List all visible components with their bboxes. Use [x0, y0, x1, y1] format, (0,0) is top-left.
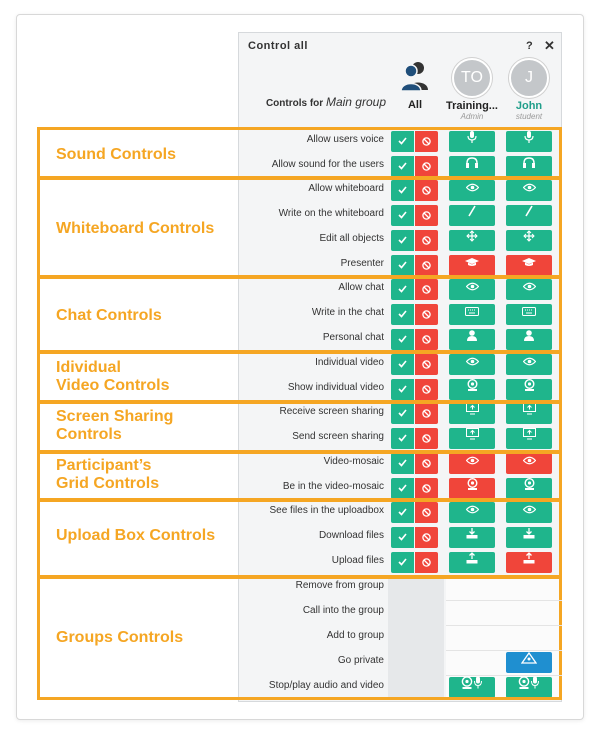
control-row-label: Go private [337, 655, 384, 666]
avatar: TO [452, 58, 492, 98]
control-row-label: Allow users voice [306, 134, 384, 145]
row-separator [446, 600, 562, 601]
control-row-label: Presenter [340, 258, 384, 269]
controls-for-prefix: Controls for [265, 98, 326, 109]
control-row-label: Add to group [326, 630, 384, 641]
group-label-groups: Groups Controls [56, 629, 184, 646]
group-label-line: Controls [56, 426, 122, 443]
group-label-grid [56, 457, 159, 493]
control-row-label: Personal chat [322, 332, 384, 343]
control-row-label: See files in the uploadbox [269, 505, 384, 516]
avatar: J [509, 58, 549, 98]
close-button[interactable]: ✕ [544, 38, 555, 53]
control-row-label: Allow chat [338, 282, 384, 293]
group-label-whiteboard: Whiteboard Controls [56, 220, 215, 237]
all-users-header[interactable] [393, 60, 437, 111]
row-separator [446, 650, 562, 651]
group-label-upload: Upload Box Controls [56, 527, 216, 544]
control-row-label: Allow sound for the users [271, 159, 384, 170]
panel-title: Control all [248, 40, 308, 52]
group-label-video [56, 359, 170, 395]
control-row-label: Receive screen sharing [279, 406, 384, 417]
control-row-label: Send screen sharing [292, 431, 384, 442]
control-row-label: Upload files [331, 555, 384, 566]
row-separator [446, 625, 562, 626]
group-label-chat: Chat Controls [56, 307, 162, 324]
control-row-label: Edit all objects [319, 233, 384, 244]
control-row-label: Show individual video [287, 382, 384, 393]
control-row-label: Write on the whiteboard [278, 208, 384, 219]
all-label: All [407, 99, 423, 111]
group-label-line: Participant’s [56, 457, 152, 474]
group-users-icon [400, 60, 430, 92]
control-row-label: Stop/play audio and video [268, 680, 384, 691]
control-row-label: Be in the video-mosaic [282, 481, 384, 492]
control-row-label: Download files [318, 530, 384, 541]
control-row-label: Individual video [315, 357, 384, 368]
user-name: John [515, 100, 543, 112]
user-role: Admin [460, 112, 484, 121]
controls-for-label [248, 95, 386, 109]
row-separator [446, 675, 562, 676]
help-button[interactable]: ? [526, 40, 533, 52]
group-name: Main group [325, 95, 386, 109]
user-header-john[interactable] [501, 58, 557, 121]
control-row-label: Write in the chat [311, 307, 384, 318]
control-row-label: Allow whiteboard [308, 183, 384, 194]
control-row-label: Remove from group [295, 580, 384, 591]
group-label-screen [56, 408, 173, 444]
group-label-line: Grid Controls [56, 475, 160, 492]
group-label-line: Video Controls [56, 377, 170, 394]
group-label-line: Idividual [56, 359, 121, 376]
control-row-label: Video-mosaic [323, 456, 384, 467]
user-role: student [515, 112, 543, 121]
control-row-label: Call into the group [302, 605, 384, 616]
group-label-sound: Sound Controls [56, 146, 176, 163]
group-label-line: Screen Sharing [56, 408, 174, 425]
user-name: Training... [446, 100, 498, 112]
user-header-training[interactable] [444, 58, 500, 121]
